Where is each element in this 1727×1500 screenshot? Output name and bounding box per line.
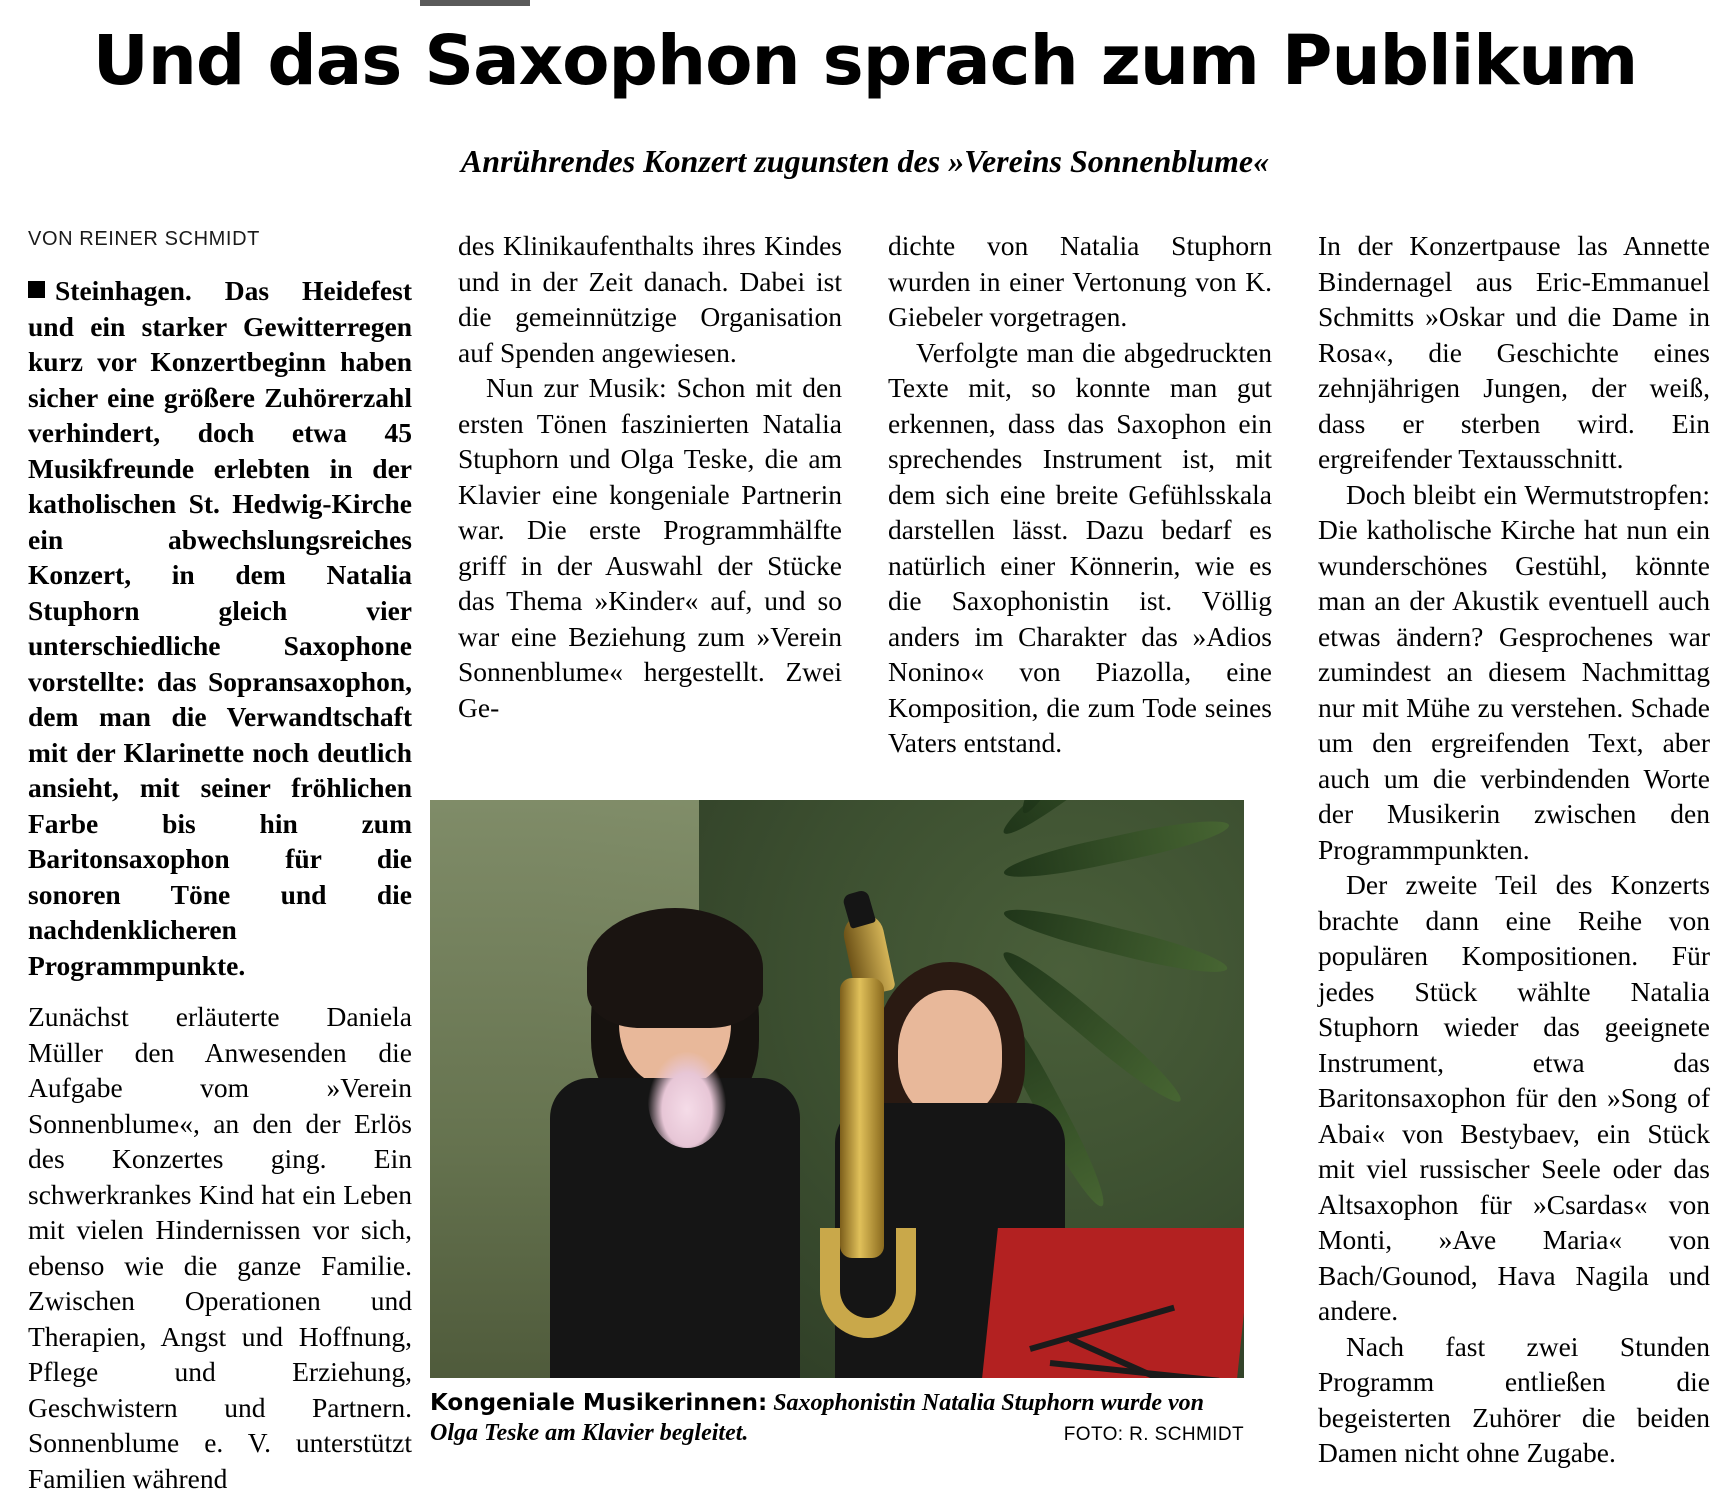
bullet-square-icon	[28, 281, 45, 298]
photo-image	[430, 800, 1244, 1378]
paragraph: Nun zur Musik: Schon mit den ersten Tönen faszinierten Natalia Stuphorn und Olga Teske, die am Klavier eine kongeniale Partnerin war. Die erste Programmhälfte griff in der Auswahl der Stücke das Thema »Kinder« auf, und so war eine Beziehung zum »Verein Sonnenblume« hergestellt. Zwei Ge-	[458, 372, 842, 723]
top-rule-decoration	[420, 0, 530, 6]
subheadline: Anrührendes Konzert zugunsten des »Vereins Sonnenblume«	[460, 143, 1270, 179]
saxophone	[820, 908, 940, 1338]
paragraph-lead	[28, 273, 412, 983]
paragraph: Der zweite Teil des Konzerts brachte dann eine Reihe von populären Kompositionen. Für jedes Stück wählte Natalia Stuphorn wieder das geeignete Instrument, etwa das Baritonsaxophon für den »Song of Abai« von Bestybaev, ein Stück mit viel russischer Seele oder das Altsaxophon für »Csardas« von Monti, »Ave Maria« von Bach/Gounod, Hava Nagila und andere.	[1318, 869, 1710, 1326]
paragraph: des Klinikaufenthalts ihres Kindes und in der Zeit danach. Dabei ist die gemeinnützige Organisation auf Spenden angewiesen.	[458, 230, 842, 368]
photo-caption	[430, 1388, 1244, 1448]
paragraph-text: Steinhagen. Das Heidefest und ein starker Gewitterregen kurz vor Konzertbeginn haben sicher eine größere Zuhörerzahl verhindert, doch etwa 45 Musikfreunde erlebten in der katholischen St. Hedwig-Kirche ein abwechslungsreiches Konzert, in dem Natalia Stuphorn gleich vier unterschiedliche Saxophone vorstellte: das Sopransaxophon, dem man die Verwandtschaft mit der Klarinette noch deutlich ansieht, mit seiner fröhlichen Farbe bis hin zum Baritonsaxophon für die sonoren Töne und die nachdenklicheren Programmpunkte.	[28, 275, 412, 981]
paragraph: dichte von Natalia Stuphorn wurden in einer Vertonung von K. Giebeler vorgetragen.	[888, 230, 1272, 332]
paragraph: Nach fast zwei Stunden Programm entließen die begeisterten Zuhörer die beiden Damen nicht ohne Zugabe.	[1318, 1330, 1710, 1468]
page-title: Und das Saxophon sprach zum Publikum	[92, 21, 1638, 101]
paragraph: Zunächst erläuterte Daniela Müller den Anwesenden die Aufgabe vom »Verein Sonnenblume«, an den der Erlös des Konzertes ging. Ein schwerkrankes Kind hat ein Leben mit vielen Hindernissen vor sich, ebenso wie die ganze Familie. Zwischen Operationen und Therapien, Angst und Hoffnung, Pflege und Erziehung, Geschwistern und Partnern. Sonnenblume e. V. unterstützt Familien während	[28, 1001, 412, 1494]
paragraph: Doch bleibt ein Wermutstropfen: Die katholische Kirche hat nun ein wunderschönes Gestühl, könnte man an der Akustik eventuell auch etwas ändern? Gesprochenes war zumindest an diesem Nachmittag nur mit Mühe zu verstehen. Schade um den ergreifenden Text, aber auch um die verbindenden Worte der Musikerin zwischen den Programmpunkten.	[1318, 478, 1710, 865]
article-column-2	[458, 228, 842, 725]
feather-brooch	[648, 1052, 726, 1148]
byline: VON REINER SCHMIDT	[28, 228, 260, 250]
caption-lead: Kongeniale Musikerinnen:	[430, 1390, 768, 1416]
paragraph: Verfolgte man die abgedruckten Texte mit, so konnte man gut erkennen, dass das Saxophon ein sprechendes Instrument ist, mit dem sich eine breite Gefühlsskala darstellen lässt. Dazu bedarf es natürlich einer Könnerin, wie es die Saxophonistin ist. Völlig anders im Charakter das »Adios Nonino« von Piazolla, eine Komposition, die zum Tode seines Vaters entstand.	[888, 336, 1272, 758]
photo-credit: FOTO: R. SCHMIDT	[1063, 1424, 1244, 1445]
article-photo-block	[430, 800, 1244, 1448]
article-column-4	[1318, 228, 1710, 1471]
paragraph-spacer	[28, 983, 412, 999]
paragraph: In der Konzertpause las Annette Bindernagel aus Eric-Emmanuel Schmitts »Oskar und die Dame in Rosa«, die Geschichte eines zehnjährigen Jungen, der weiß, dass er sterben wird. Ein ergreifender Textausschnitt.	[1318, 230, 1710, 474]
caption-text: Saxophonistin Natalia Stuphorn wurde von Olga Teske am Klavier begleitet.	[430, 1390, 1205, 1446]
article-column-1	[28, 228, 412, 1496]
article-column-3	[888, 228, 1272, 761]
